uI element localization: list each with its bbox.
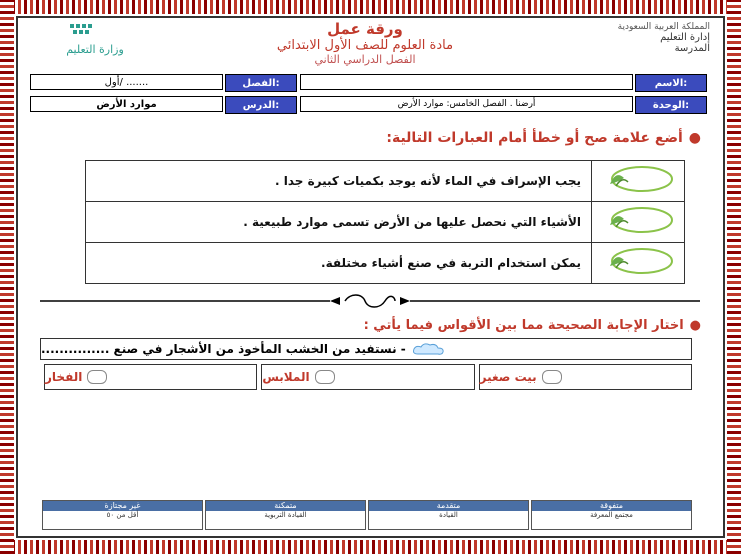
- bullet-icon: ●: [688, 130, 701, 146]
- q1-instruction: أضع علامة صح أو خطأ أمام العبارات التالية:: [386, 130, 683, 146]
- grade-col: [531, 500, 692, 530]
- grade-head: متمكنة: [206, 501, 365, 511]
- kingdom-block: [520, 22, 710, 54]
- class-label: الفصل:: [225, 74, 297, 92]
- unit-label: الوحدة:: [635, 96, 707, 114]
- answer-cell-1[interactable]: [592, 161, 685, 202]
- grade-body: أقل من ٥٠: [106, 511, 139, 519]
- unit-field: أرضنا . الفصل الخامس: موارد الأرض: [300, 96, 633, 112]
- school-label: المدرسة: [674, 43, 710, 54]
- grade-head: متفوقة: [532, 501, 691, 511]
- leaf-icon: [602, 246, 674, 276]
- kingdom-name: المملكة العربية السعودية: [617, 22, 710, 32]
- ministry-logo: [40, 22, 150, 56]
- option-small-house[interactable]: [479, 364, 692, 390]
- statement-3: يمكن استخدام التربة في صنع أشياء مختلفة.: [86, 243, 592, 284]
- name-label: الاسم:: [635, 74, 707, 92]
- leaf-icon: [602, 164, 674, 194]
- statement-2: الأشياء التي نحصل عليها من الأرض تسمى موارد طبيعية .: [86, 202, 592, 243]
- leaf-icon: [602, 205, 674, 235]
- subject-line: مادة العلوم للصف الأول الابتدائي: [276, 38, 454, 53]
- option-clothes[interactable]: [261, 364, 474, 390]
- radio-icon: [87, 370, 107, 384]
- border-right: [727, 0, 741, 554]
- ornament-divider-icon: [40, 293, 700, 309]
- table-row: [86, 243, 685, 284]
- q2-heading: [364, 318, 701, 333]
- grade-col: [368, 500, 529, 530]
- option-pottery[interactable]: [44, 364, 257, 390]
- option-label: الفخار: [45, 370, 83, 384]
- grade-body: القيادة التربوية: [264, 511, 307, 519]
- grade-body: مجتمع المعرفة: [590, 511, 633, 519]
- q2-options: [40, 364, 692, 390]
- border-top: [0, 0, 741, 14]
- q2-question-box: [40, 338, 692, 360]
- grade-col: [42, 500, 203, 530]
- grading-footer: [40, 500, 692, 530]
- radio-icon: [315, 370, 335, 384]
- worksheet-title: ورقة عمل: [327, 20, 403, 38]
- grade-col: [205, 500, 366, 530]
- border-bottom: [0, 540, 741, 554]
- option-label: الملابس: [262, 370, 310, 384]
- table-row: [86, 202, 685, 243]
- grade-head: غير مجتازة: [43, 501, 202, 511]
- education-dept-label: إدارة التعليم: [660, 32, 710, 43]
- ministry-name: وزارة التعليم: [66, 43, 124, 56]
- lesson-field: موارد الأرض: [30, 96, 223, 112]
- worksheet-header: [200, 20, 530, 66]
- radio-icon: [542, 370, 562, 384]
- lesson-label: الدرس:: [225, 96, 297, 114]
- option-label: بيت صغير: [479, 370, 537, 384]
- q2-instruction: اختار الإجابة الصحيحة مما بين الأقواس فيما يأتي :: [363, 318, 684, 333]
- term-line: الفصل الدراسي الثاني: [314, 53, 416, 66]
- grade-head: متقدمة: [369, 501, 528, 511]
- true-false-table: [85, 160, 685, 284]
- q1-heading: [386, 130, 701, 146]
- cloud-icon: [412, 342, 446, 356]
- table-row: [86, 161, 685, 202]
- q2-question: - نستفيد من الخشب المأخوذ من الأشجار في صنع ...............: [41, 342, 406, 356]
- grade-body: القيادة: [439, 511, 458, 519]
- bullet-icon: ●: [689, 318, 701, 333]
- statement-1: يجب الإسراف في الماء لأنه يوجد بكميات كبيرة جدا .: [86, 161, 592, 202]
- name-field[interactable]: [300, 74, 633, 90]
- border-left: [0, 0, 14, 554]
- class-field[interactable]: أول/ .......: [30, 74, 223, 90]
- answer-cell-2[interactable]: [592, 202, 685, 243]
- answer-cell-3[interactable]: [592, 243, 685, 284]
- ministry-emblem-icon: [65, 22, 125, 40]
